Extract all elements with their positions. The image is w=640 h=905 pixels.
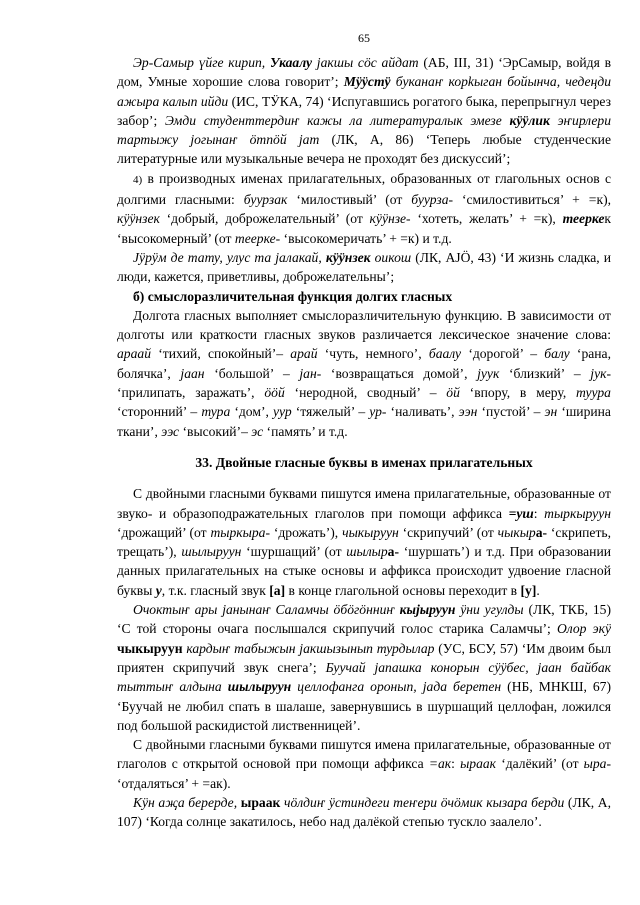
text-run: ‘близкий’ –	[499, 365, 591, 381]
text-run: ‘впору, в меру,	[459, 385, 577, 401]
text-run: арай	[290, 346, 318, 362]
text-run: шылыруун	[227, 679, 292, 695]
text-run: ‘неродной, сводный’ –	[284, 385, 447, 401]
text-run: (НБ, МНКШ, 67) ‘Буучай не любил спать в шалаше, завернувшись в шуршащий целлофан, ложился под большой раскидистой лиственницей’.	[117, 679, 611, 733]
text-run: 4)	[133, 173, 143, 186]
text-run: ‘ширина ткани’,	[117, 404, 611, 439]
text-run: (ЛК, АЈӦ, 43) ‘И жизнь сладка, и люди, кажется, приветливы, доброжелательны’;	[117, 249, 611, 285]
text-run: чӧлдиҥ ӱстиндеги теҥери ӧчӧмик кызара берди	[280, 794, 565, 810]
paragraph	[117, 248, 611, 287]
text-run: эн	[544, 404, 558, 420]
text-run: 33. Двойные гласные буквы в именах прилагательных	[195, 454, 533, 470]
text-run: Олор экӱ	[556, 621, 611, 637]
text-run: ‘дрожать’),	[269, 524, 343, 540]
text-run: ‘скрипучий’ (от	[398, 524, 498, 540]
text-run: Мӱӱстӱ	[343, 74, 391, 90]
page-number: 65	[358, 31, 370, 45]
paragraph	[117, 53, 611, 169]
text-run: jуук	[477, 365, 500, 381]
text-run: .	[536, 582, 540, 598]
text-run: ‘память’ и т.д.	[263, 423, 348, 439]
text-run: балу	[544, 346, 570, 362]
text-run: буурзак	[243, 192, 288, 208]
text-run: ‘высокомеричать’ + =к) и т.д.	[280, 230, 452, 246]
text-run: кӱӱнзек	[117, 211, 160, 227]
text-run: ээн	[458, 404, 478, 420]
text-run: (ЛК, ТКБ, 15) ‘С той стороны очага послышался скрипучий голос старика Саламчы’;	[117, 602, 612, 637]
text-run: целлофанга оронып, jада беретен	[291, 679, 502, 695]
text-run: ур-	[369, 404, 387, 420]
text-run: в производных именах прилагательных, образованных от глагольных основ с долгими гласными:	[117, 170, 611, 208]
text-run: ‘дрожащий’ (от	[117, 524, 211, 540]
text-run: (ЛК, А, 86) ‘Теперь любые студенческие литературные или музыкальные вечера не проходят без дискуссий’;	[117, 132, 611, 167]
text-run: [а]	[269, 582, 286, 598]
paragraph	[117, 600, 611, 735]
text-run: Кӱн аҗа берерде,	[133, 794, 241, 810]
text-run: ӱни угулды	[455, 602, 524, 618]
text-run: С двойными гласными буквами пишутся имена прилагательные, образованные от звуко- и образоподражательных глаголов при помощи аффикса	[117, 486, 611, 521]
text-run: а-	[387, 544, 399, 560]
text-run: эҥирлери тартыжу jогынаҥ ӧтпӧй jат	[117, 112, 611, 148]
text-run: ‘чуть, немного’,	[317, 346, 429, 362]
text-run: тыркыра-	[210, 524, 270, 540]
text-run: тыркыруун	[544, 505, 611, 521]
paragraph	[117, 169, 611, 248]
text-run: б) смыслоразличительная функция долгих гласных	[133, 288, 453, 304]
text-run: ӧӧй	[264, 385, 285, 401]
text-run: к ‘высокомерный’ (от	[117, 211, 611, 246]
text-run: ыра-	[583, 756, 611, 772]
paragraph	[117, 287, 611, 306]
text-run: ‘шуршать’) и т.д. При образовании данных прилагательных на стыке основы и аффикса происходит удвоение гласной буквы	[117, 544, 611, 598]
text-run: jаан	[180, 365, 205, 381]
text-run: ‘скрипеть, трещать’),	[117, 524, 611, 560]
text-run: ‘милостивый’ (от	[287, 192, 412, 208]
text-run: (УС, БСУ, 57) ‘Им двоим был приятен скрипучий звук снега’;	[117, 640, 611, 675]
text-run: Укаалу	[269, 55, 313, 70]
text-run: баалу	[428, 346, 462, 362]
text-run: Очоктыҥ ары jанынаҥ Саламчы ӧбӧгӧнниҥ	[133, 602, 400, 618]
text-run: ‘наливать’,	[386, 404, 459, 420]
text-run: кардыҥ табыжын jакшызынып турдылар	[182, 640, 435, 656]
text-run: Эр-Самыр үйге кирип,	[133, 55, 270, 70]
text-run: туура	[576, 385, 611, 401]
text-run: а-	[535, 524, 548, 540]
text-run: ‘далёкий’ (от	[496, 756, 584, 772]
paragraph	[117, 735, 611, 793]
text-run: :	[451, 756, 461, 772]
text-run: ыраак	[460, 756, 497, 772]
text-run: чыкыруун	[342, 524, 399, 540]
text-run: ‘хотеть, желать’ + =к),	[410, 211, 563, 227]
text-run: шылыр	[346, 544, 388, 560]
text-run: тура	[201, 404, 231, 420]
text-run: кӱӱлик	[509, 112, 550, 128]
text-run: ‘шуршащий’ (от	[241, 544, 347, 560]
text-run: С двойными гласными буквами пишутся имена прилагательные, образованные от глаголов с открытой основой при помощи аффикса	[117, 737, 611, 772]
text-run: =ак	[428, 756, 452, 772]
text-run: (ЛК, А, 107) ‘Когда солнце закатилось, небо над далёкой степью тускло заалело’.	[117, 794, 611, 830]
text-run: теерке-	[234, 230, 281, 246]
text-run: в конце глагольной основы переходит в	[285, 582, 521, 598]
text-run: Буучай jапашка конорын сӱӱбес, jаан байбак тыттыҥ алдына	[117, 659, 611, 695]
text-run: ‘дорогой’ –	[461, 346, 545, 362]
text-run: ‘добрый, доброжелательный’ (от	[159, 211, 370, 227]
text-run: шылыруун	[181, 544, 242, 560]
text-run: (ИС, ТӰКА, 74) ‘Испугавшись рогатого быка, перепрыгнул через забор’;	[117, 93, 611, 128]
text-run: ‘тяжелый’ –	[291, 404, 370, 420]
text-run: ӧй	[446, 385, 460, 401]
text-run: ‘отдаляться’ + =ак).	[117, 775, 231, 791]
text-run: :	[533, 505, 545, 521]
text-run: ‘рана, болячка’,	[117, 346, 611, 381]
text-run: jан-	[299, 365, 322, 381]
text-run: ‘дом’,	[230, 404, 273, 420]
text-run: ‘прилипать, заражать’,	[117, 385, 265, 401]
text-run: кӱӱнзек	[325, 249, 371, 265]
section-heading	[117, 453, 611, 472]
text-run: , т.к. гласный звук	[161, 582, 270, 598]
text-run: ‘тихий, спокойный’–	[150, 346, 291, 362]
text-run: кӱӱнзе-	[369, 211, 411, 227]
text-run: буурза-	[411, 192, 454, 208]
text-run: уур	[272, 404, 292, 420]
text-run: ‘пустой’ –	[477, 404, 545, 420]
text-run: кыjыруун	[399, 602, 456, 618]
text-run: =уш	[508, 505, 534, 521]
text-run: Долгота гласных выполняет смыслоразличительную функцию. В зависимости от долготы или краткости гласных звуков различается лексическое значение слова:	[117, 307, 611, 343]
paragraph	[117, 306, 611, 441]
text-run: ‘высокий’–	[179, 423, 252, 439]
text-run: ээс	[161, 423, 180, 439]
text-run: чыкыруун	[117, 640, 183, 656]
text-run: чыкыр	[497, 524, 536, 540]
paragraph	[117, 793, 611, 832]
text-run: Јӱрӱм де тату, улус та jалакай,	[133, 249, 326, 265]
text-run: jук-	[590, 365, 611, 381]
text-run: ‘сторонний’ –	[117, 404, 202, 420]
text-run: эс	[251, 423, 264, 439]
document-body	[117, 53, 611, 832]
text-run: ‘возвращаться домой’,	[321, 365, 478, 381]
text-run: ‘смилостивиться’ + =к),	[453, 192, 611, 208]
paragraph	[117, 484, 611, 600]
text-run: ыраак	[240, 794, 281, 810]
text-run: jакшы сӧс айдат	[312, 55, 419, 70]
text-run: (АБ, III, 31) ‘ЭрСамыр, войдя в дом, Умные хорошие слова говорит’;	[117, 55, 612, 90]
text-run: у	[155, 582, 162, 598]
text-run: теерке	[562, 211, 605, 227]
text-run: буканаҥ корkыган бойынча, чедеңди ажыра калып ийди	[117, 74, 611, 109]
text-run: ‘большой’ –	[204, 365, 300, 381]
text-run: оикош	[370, 249, 412, 265]
text-run: Эмди студенттердиҥ кажы ла литературалык эмезе	[164, 112, 510, 128]
text-run: [у]	[520, 582, 537, 598]
text-run: араай	[117, 346, 151, 362]
